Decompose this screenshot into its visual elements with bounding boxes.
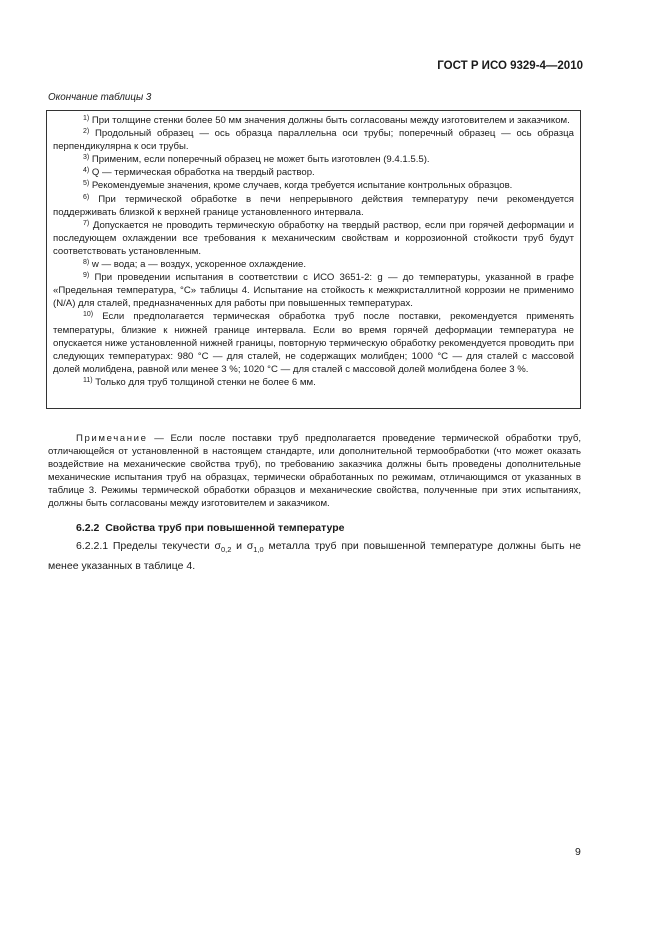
footnote-marker: 9) xyxy=(83,272,90,280)
footnote-marker: 6) xyxy=(83,193,90,201)
footnote-5 xyxy=(53,179,574,192)
footnote-4 xyxy=(53,166,574,179)
subscript-1-0: 1,0 xyxy=(253,545,264,555)
footnote-marker: 3) xyxy=(83,154,90,162)
footnote-3 xyxy=(53,153,574,166)
footnote-marker: 2) xyxy=(83,128,90,136)
page-number: 9 xyxy=(575,846,581,858)
footnote-marker: 11) xyxy=(83,376,93,384)
footnote-text: При толщине стенки более 50 мм значения должны быть согласованы между изготовителем и заказчиком. xyxy=(91,115,570,126)
table-continuation-caption: Окончание таблицы 3 xyxy=(48,92,152,103)
table-footnotes-box xyxy=(46,110,581,409)
section-number: 6.2.2 xyxy=(76,522,100,534)
footnote-9 xyxy=(53,271,574,310)
footnote-7 xyxy=(53,219,574,258)
footnote-text: При термической обработке в печи непрерывного действия температуру печи рекомендуется поддерживать близкой к верхней границе установленного интервала. xyxy=(53,193,574,218)
footnote-11 xyxy=(53,376,574,389)
footnote-1 xyxy=(53,114,574,127)
body-paragraph xyxy=(48,538,581,575)
footnote-text: Q — термическая обработка на твердый раствор. xyxy=(91,167,315,179)
footnote-marker: 7) xyxy=(83,219,90,227)
footnote-text: w — вода; a — воздух, ускоренное охлаждение. xyxy=(91,259,307,271)
footnote-text: Рекомендуемые значения, кроме случаев, когда требуется испытание контрольных образцов. xyxy=(91,180,513,192)
note-text: — Если после поставки труб предполагается проведение термической обработки труб, отличающейся от установленной в настоящем стандарте, или дополнительной термообработки (что может оказать воздействие на механические свойства труб), по требованию заказчика должны быть проведены дополнительные механические испытания труб на образцах, термически обработанных по режимам, отличающимся от указанных в таблице 3. Режимы термической обработки образцов и механические свойства, полученные при этих испытаниях, должны быть согласованы между изготовителем и заказчиком. xyxy=(48,433,581,509)
footnote-text: Продольный образец — ось образца параллельна оси трубы; поперечный образец — ось образца перпендикулярна к оси трубы. xyxy=(53,128,574,153)
footnote-8 xyxy=(53,258,574,271)
para-text-before: 6.2.2.1 Пределы текучести σ xyxy=(76,540,221,552)
footnote-text: Если предполагается термическая обработка труб после поставки, рекомендуется применять температуры, близкие к нижней границе интервала. Если во время горячей деформации температура не опускается ниже установленной нижней границы, повторную термическую обработку рекомендуется проводить при следующих температурах: 980 °C — для сталей, не содержащих молибден; 1000 °C — для сталей с массовой долей молибдена, равной или менее 3 %; 1020 °C — для сталей с массовой долей молибдена более 3 %. xyxy=(53,311,574,375)
section-heading xyxy=(76,522,344,534)
section-title: Свойства труб при повышенной температуре xyxy=(105,522,345,534)
footnote-10 xyxy=(53,310,574,375)
footnote-2 xyxy=(53,127,574,153)
document-code: ГОСТ Р ИСО 9329-4—2010 xyxy=(437,60,583,72)
note-paragraph xyxy=(48,432,581,510)
footnote-text: При проведении испытания в соответствии с ИСО 3651-2: g — до температуры, указанной в графе «Предельная температура, °C» таблицы 4. Испытание на стойкость к межкристаллитной коррозии не применимо (N/A) для сталей, предназначенных для работы при повышенных температурах. xyxy=(53,272,575,310)
footnote-marker: 1) xyxy=(83,115,90,122)
footnote-text: Применим, если поперечный образец не может быть изготовлен (9.4.1.5.5). xyxy=(91,154,430,166)
para-text-mid: и σ xyxy=(231,540,254,552)
footnote-marker: 8) xyxy=(83,259,90,267)
footnote-marker: 4) xyxy=(83,167,90,175)
footnote-marker: 10) xyxy=(83,311,94,319)
para-text-after: металла труб при повышенной температуре должны быть не менее указанных в таблице 4. xyxy=(48,540,581,573)
footnote-marker: 5) xyxy=(83,180,90,188)
footnote-text: Допускается не проводить термическую обработку на твердый раствор, если при горячей деформации и последующем охлаждении все требования к механическим свойствам и коррозионной стойкости труб будут соответствовать установленным. xyxy=(53,219,575,257)
footnote-text: Только для труб толщиной стенки не более 6 мм. xyxy=(95,376,316,388)
note-label: Примечание xyxy=(76,433,148,444)
footnote-6 xyxy=(53,193,574,219)
subscript-0-2: 0,2 xyxy=(220,545,232,555)
